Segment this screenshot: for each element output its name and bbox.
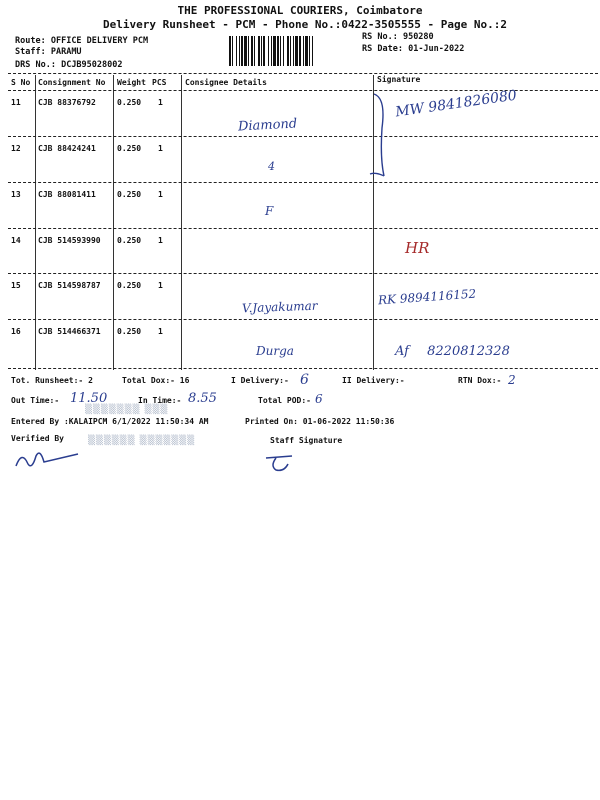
- handwritten-phone: 9894116152: [399, 286, 477, 306]
- verifier-signature: [12, 446, 82, 472]
- drs-label: DRS No.:: [15, 60, 56, 70]
- row-rule: [8, 319, 598, 320]
- row-rule: [8, 182, 598, 183]
- row-weight: 0.250: [117, 281, 142, 290]
- route-value: OFFICE DELIVERY PCM: [50, 36, 149, 46]
- row-consignment: CJB 514593990: [38, 236, 101, 245]
- handwritten-signature: [394, 88, 517, 121]
- out-time-label: Out Time:-: [11, 396, 60, 405]
- handwritten-signature: [378, 287, 477, 308]
- column-divider: [181, 75, 182, 370]
- total-runsheet: Tot. Runsheet:- 2: [11, 376, 93, 385]
- col-header-pcs: PCS: [152, 78, 167, 87]
- rs-no-field: [362, 32, 434, 42]
- row-rule: [8, 136, 598, 137]
- row-weight: 0.250: [117, 236, 142, 245]
- col-header-consignment: Consignment No: [38, 78, 106, 87]
- rs-date-label: RS Date:: [362, 44, 403, 54]
- handwritten-rtn-dox: 2: [508, 373, 516, 387]
- table-top-rule: [8, 73, 598, 74]
- in-time-label: In Time:-: [138, 396, 182, 405]
- rs-date-field: [362, 44, 464, 54]
- row-weight: 0.250: [117, 144, 142, 153]
- faded-stamp: ▒▒▒▒▒▒▒ ▒▒▒: [85, 405, 169, 415]
- row-pcs: 1: [158, 281, 163, 290]
- row-consignment: CJB 514598787: [38, 281, 101, 290]
- signature-mark: MW: [394, 100, 426, 121]
- route-field: [15, 36, 148, 46]
- barcode-bar: [313, 36, 315, 66]
- handwritten-phone: 9841826080: [427, 87, 518, 116]
- total-dox: Total Dox:- 16: [122, 376, 190, 385]
- staff-signature-label: Staff Signature: [270, 436, 343, 445]
- handwritten-name: Diamond: [237, 116, 298, 135]
- handwritten-total-pod: 6: [315, 392, 323, 406]
- barcode: [229, 36, 355, 66]
- handwritten-out-time: 11.50: [70, 391, 108, 406]
- row-pcs: 1: [158, 236, 163, 245]
- col-header-consignee: Consignee Details: [185, 78, 267, 87]
- handwritten-mark: F: [265, 204, 274, 218]
- row-consignment: CJB 514466371: [38, 327, 101, 336]
- col-header-weight: Weight: [117, 78, 146, 87]
- row-rule: [8, 273, 598, 274]
- route-label: Route:: [15, 36, 46, 46]
- second-delivery-label: II Delivery:-: [342, 376, 405, 385]
- row-sno: 11: [11, 98, 21, 107]
- staff-signature: [262, 450, 302, 474]
- handwritten-first-delivery: 6: [300, 372, 309, 388]
- rs-no-label: RS No.:: [362, 32, 398, 42]
- faded-stamp: ▒▒▒▒▒▒ ▒▒▒▒▒▒▒: [88, 436, 196, 446]
- row-consignment: CJB 88376792: [38, 98, 96, 107]
- drs-field: [15, 60, 123, 70]
- document-title: THE PROFESSIONAL COURIERS, Coimbatore: [177, 4, 423, 17]
- document-subtitle: Delivery Runsheet - PCM - Phone No.:0422-3505555 - Page No.:2: [103, 18, 507, 31]
- row-pcs: 1: [158, 190, 163, 199]
- staff-value: PARAMU: [50, 47, 82, 57]
- row-weight: 0.250: [117, 190, 142, 199]
- printed-on: Printed On: 01-06-2022 11:50:36: [245, 417, 395, 426]
- row-sno: 12: [11, 144, 21, 153]
- row-sno: 14: [11, 236, 21, 245]
- col-header-signature: Signature: [377, 75, 421, 84]
- col-header-sno: S No: [11, 78, 31, 87]
- signature-mark: Af: [395, 344, 409, 359]
- handwritten-name: Durga: [256, 344, 294, 358]
- handwritten-bracket: [368, 88, 398, 180]
- row-pcs: 1: [158, 98, 163, 107]
- handwritten-signature: [395, 344, 510, 359]
- staff-label: Staff:: [15, 47, 46, 57]
- row-pcs: 1: [158, 327, 163, 336]
- row-rule: [8, 228, 598, 229]
- row-sno: 13: [11, 190, 21, 199]
- total-pod-label: Total POD:-: [258, 396, 311, 405]
- handwritten-mark: 4: [268, 160, 275, 173]
- handwritten-name: V.Jayakumar: [241, 298, 318, 316]
- handwritten-signature: HR: [405, 239, 430, 257]
- table-bottom-rule: [8, 368, 598, 369]
- first-delivery-label: I Delivery:-: [231, 376, 289, 385]
- row-sno: 16: [11, 327, 21, 336]
- row-weight: 0.250: [117, 327, 142, 336]
- column-divider: [35, 75, 36, 370]
- signature-mark: RK: [377, 292, 397, 308]
- rs-date-value: 01-Jun-2022: [408, 44, 465, 54]
- handwritten-in-time: 8.55: [188, 391, 217, 406]
- rs-no-value: 950280: [402, 32, 434, 42]
- row-consignment: CJB 88424241: [38, 144, 96, 153]
- handwritten-phone: 8220812328: [427, 344, 510, 359]
- row-sno: 15: [11, 281, 21, 290]
- rtn-dox-label: RTN Dox:-: [458, 376, 502, 385]
- entered-by: Entered By :KALAIPCM 6/1/2022 11:50:34 AM: [11, 417, 209, 426]
- verified-by-label: Verified By: [11, 434, 64, 443]
- row-weight: 0.250: [117, 98, 142, 107]
- drs-value: DCJB95028002: [61, 60, 123, 70]
- row-consignment: CJB 88081411: [38, 190, 96, 199]
- row-pcs: 1: [158, 144, 163, 153]
- staff-field: [15, 47, 82, 57]
- column-divider: [113, 75, 114, 370]
